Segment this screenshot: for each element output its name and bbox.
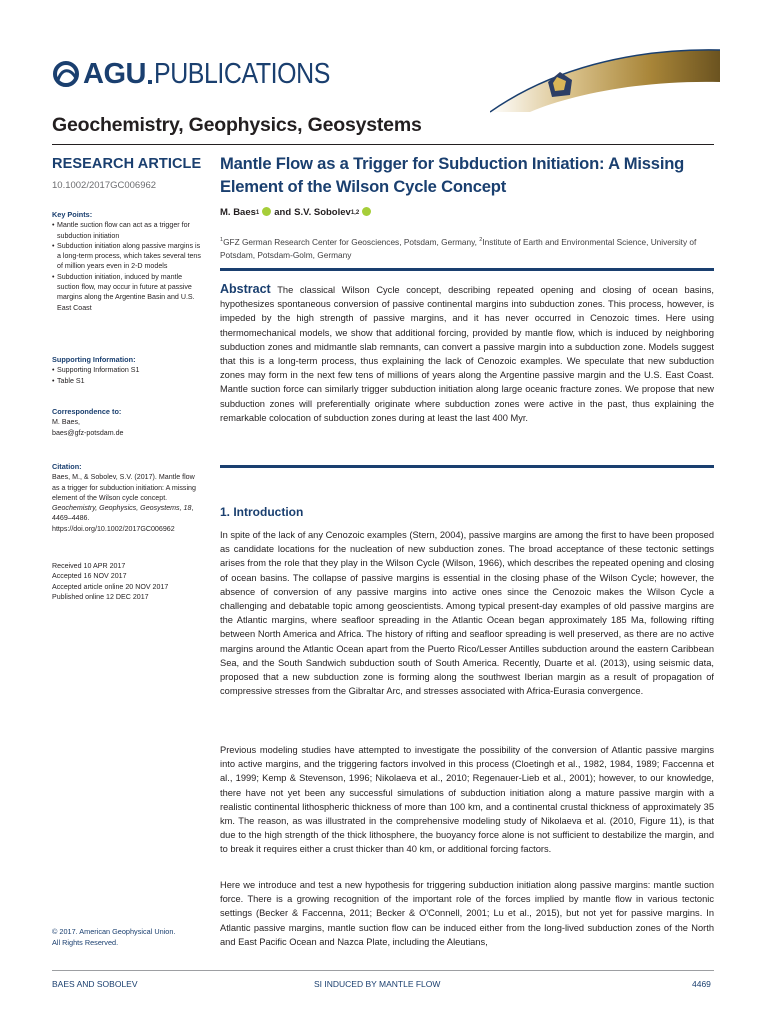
key-points — [52, 210, 202, 313]
article-doi: 10.1002/2017GC006962 — [52, 180, 157, 191]
paragraph: In spite of the lack of any Cenozoic examples (Stern, 2004), passive margins are among the first to have been proposed as candidate locations for the nucleation of new subduction zones. The broad acceptance of these tectonic settings arises from the role that they play in the Wilson Cycle (Wilson, 1966), which describes the repeated opening and closing of ocean basins. The collapse of passive margins is essential in the closing phase of the Wilson Cycle; however, the absence of conversion of any passive margins into active ones since the Cenozoic makes the Wilson Cycle a challenging and debatable topic among geoscientists. Among typical present-day examples of old passive margins are the Atlantic margins, where seafloor spreading in the Atlantic Ocean began approximately 185 Ma, following rifting between North America and Africa. The history of rifting and seafloor spreading is well preserved, as there are no active margins around the Atlantic Ocean apart from the Puerto Rico/Lesser Antilles subduction around the eastern Caribbean Sea, and the South Sandwich subduction south of South America. Recently, Duarte et al. (2013), using seismic data, proposed that a new subduction zone is forming along the southwest Iberian margin as a result of propagation of compressive stresses from the Gibraltar Arc, and stresses associated with Africa-Eurasia convergence. — [220, 530, 714, 697]
article-title: Mantle Flow as a Trigger for Subduction Initiation: A Missing Element of the Wilson Cycle Concept — [220, 154, 685, 196]
supporting-heading: Supporting Information: — [52, 355, 136, 364]
footer-authors: BAES AND SOBOLEV — [52, 979, 138, 989]
date-accepted: Accepted 16 NOV 2017 — [52, 572, 127, 581]
correspondence-heading: Correspondence to: — [52, 407, 122, 416]
date-accepted-online: Accepted article online 20 NOV 2017 — [52, 582, 169, 591]
header-divider — [52, 144, 714, 145]
author-name: S.V. Sobolev — [294, 207, 351, 218]
orcid-icon[interactable] — [262, 207, 271, 216]
correspondence-email[interactable]: baes@gfz-potsdam.de — [52, 428, 124, 437]
header-arc-graphic — [490, 40, 720, 114]
authors: M. Baes 1 and S.V. Sobolev 1,2 — [220, 207, 374, 218]
author-name: M. Baes — [220, 207, 256, 218]
section-heading: 1. Introduction — [220, 505, 304, 519]
abstract — [220, 282, 714, 425]
citation-heading: Citation: — [52, 462, 82, 471]
paragraph: Here we introduce and test a new hypothesis for triggering subduction initiation along passive margins: mantle suction force. There is a growing recognition of the important role of the forces implied by mantle flow in various tectonic settings (Becker & Faccenna, 2011; Becker & O'Connell, 2001; Lu et al., 2015), but not yet for passive margins. In Atlantic passive margins, mantle suction flow can be induced either from the long-lived subduction zones of the North and East Pacific Ocean and Nazca Plate, including the Aleutians, — [220, 880, 714, 947]
footer-divider — [52, 970, 714, 971]
affiliations: $^1$GFZ German Research Center for Geosciences, Potsdam, Germany, $^2$Institute of Earth and Environmental Science, University of Potsdam, Potsdam-Golm, Germany — [220, 236, 697, 261]
abstract-top-rule — [220, 268, 714, 271]
date-received: Received 10 APR 2017 — [52, 562, 126, 570]
supporting-link[interactable]: • Supporting Information S1 — [52, 365, 202, 375]
correspondence-name: M. Baes, — [52, 418, 80, 427]
key-points-heading: Key Points: — [52, 210, 93, 219]
journal-title: Geochemistry, Geophysics, Geosystems — [52, 114, 422, 136]
agu-publications-logo — [52, 57, 359, 91]
key-point-item: • Mantle suction flow can act as a trigger for subduction initiation — [52, 220, 202, 241]
logo-dot — [148, 80, 152, 84]
date-published: Published online 12 DEC 2017 — [52, 592, 149, 601]
citation-text: Baes, M., & Sobolev, S.V. (2017). Mantle flow as a trigger for subduction initiation: A missing element of the Wilson cycle concept. Geochemistry, Geophysics, Geosystems, 18, 4469–4486. https://doi.org/10.1002/2017GC006962 — [52, 473, 196, 533]
key-point-item: • Subduction initiation, induced by mantle suction flow, may occur in future at passive margins along the Argentine Basin and U.S. East Coast — [52, 272, 202, 313]
abstract-bottom-rule — [220, 465, 714, 468]
orcid-icon[interactable] — [362, 207, 371, 216]
agu-logo-icon — [52, 60, 80, 88]
key-point-item: • Subduction initiation along passive margins is a long-term process, which takes several tens of million years even in 2-D models — [52, 241, 202, 272]
copyright: © 2017. American Geophysical Union. All Rights Reserved. — [52, 927, 176, 947]
page-number: 4469 — [692, 979, 711, 989]
citation — [52, 462, 202, 534]
article-dates — [52, 561, 202, 602]
article-type-label: RESEARCH ARTICLE — [52, 156, 202, 172]
paragraph: Previous modeling studies have attempted to investigate the possibility of the conversion of Atlantic passive margins into active margins, and the triggering factors involved in this process (Cloetingh et al., 1982, 1984, 1989; Faccenna et al., 1999; Kemp & Stevenson, 1996; Nikolaeva et al., 2010; Regenauer-Lieb et al., 2001); however, to our knowledge, there have not yet been any successful simulations of subduction initiation along a mature passive margin with a realistic continental lithospheric thickness of more than 100 km, and a continental crustal thickness of approximately 35 km. The reason, as was illustrated in the comprehensive modeling study of Nikolaeva et al. (2010, Figure 11), is that due to the high strength of the thick lithosphere, the buoyancy force alone is not sufficient to destabilize the margin, and to break it requires either a crust thicker than 40 km, or additional forcing factors. — [220, 745, 714, 855]
supporting-information — [52, 355, 202, 386]
logo-publications-text: PUBLICATIONS — [153, 57, 330, 90]
footer-running-title: SI INDUCED BY MANTLE FLOW — [314, 979, 441, 989]
supporting-link[interactable]: • Table S1 — [52, 376, 202, 386]
correspondence — [52, 407, 202, 438]
abstract-text: The classical Wilson Cycle concept, describing repeated opening and closing of ocean basins, hypothesizes spontaneous conversion of passive continental margins into subduction zones. This process, however, is impeded by the high strength of passive margins, and it has never occurred in Cenozoic times. Here using thermomechanical models, we show that additional forcing, provided by mantle flow, which is induced by neighboring subduction zones and midmantle slab remnants, can convert a passive margin into a subduction zone. Models suggest that this is a long-term process, thus explaining the lack of Cenozoic examples. We speculate that new subduction zones may form in the next few tens of millions of years along the Argentine passive margin and the U.S. East Coast. Mantle suction force can similarly trigger subduction initiation along large oceanic fracture zones. We propose that new subduction zones will preferentially originate where subduction zones were active in the past, thus explaining the remarkable colocation of subduction zones during at least the last 400 Myr. — [220, 285, 714, 423]
logo-agu-text: AGU — [83, 57, 146, 90]
abstract-heading: Abstract — [220, 282, 271, 296]
